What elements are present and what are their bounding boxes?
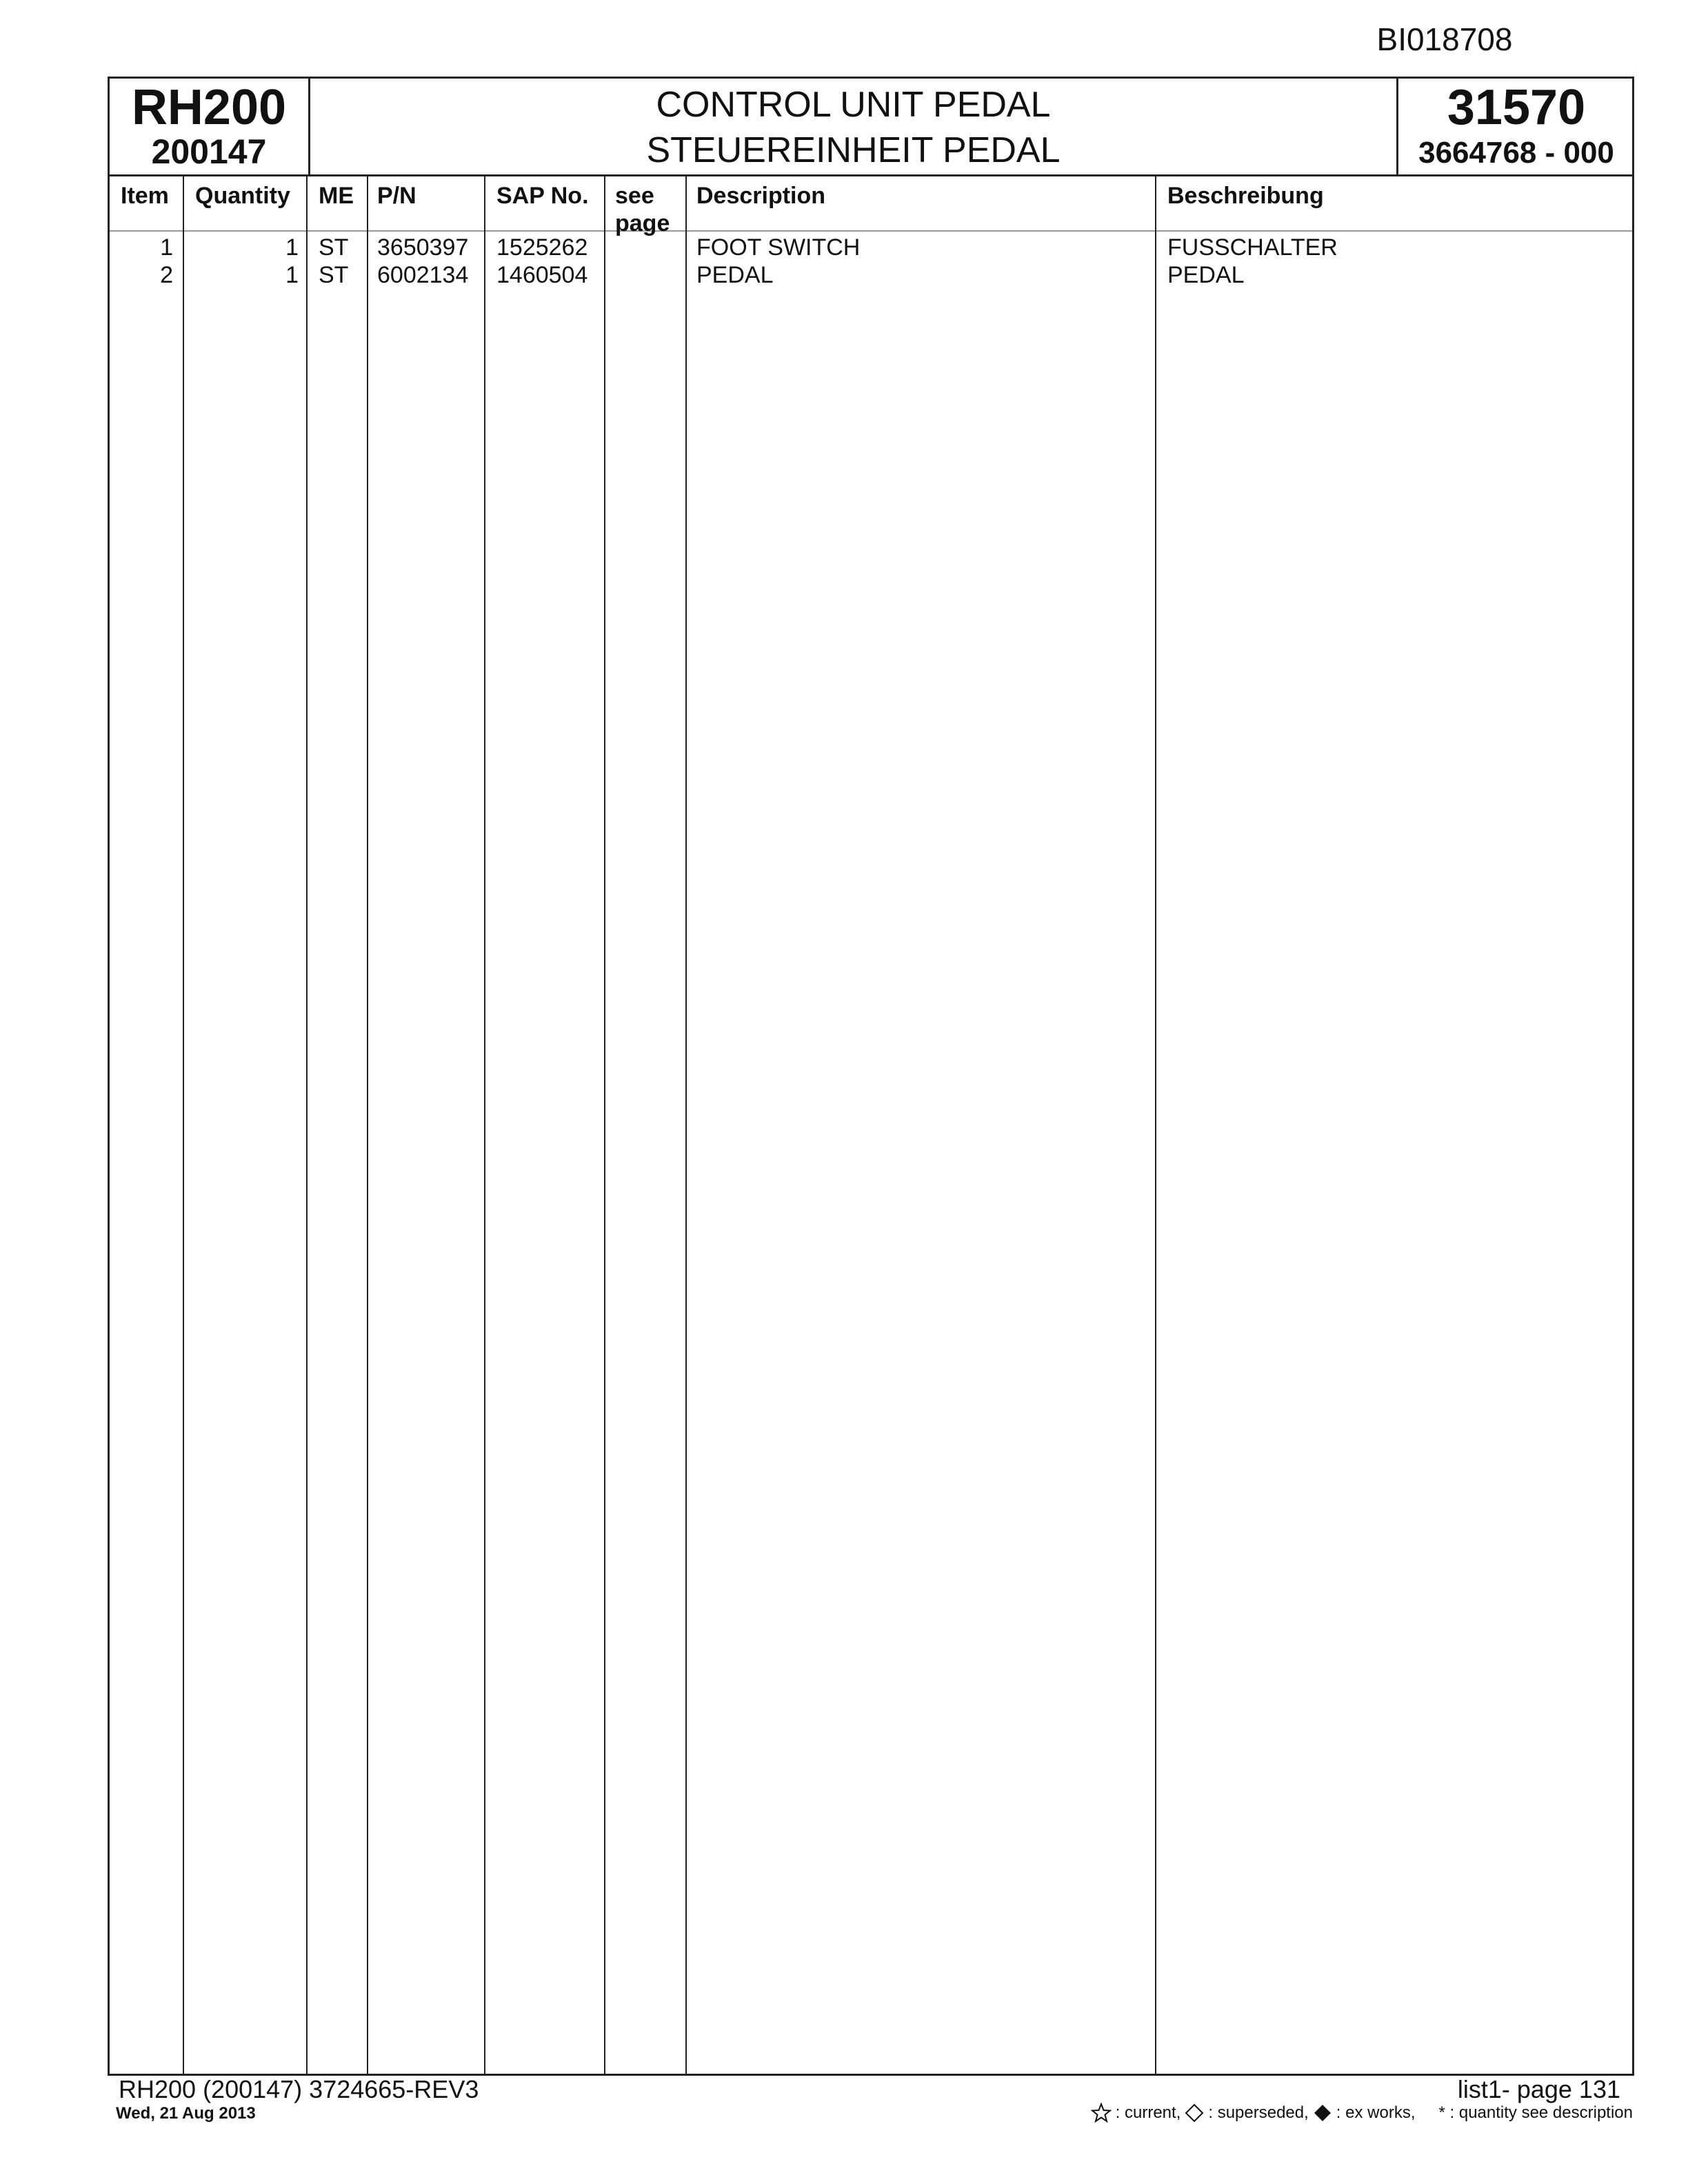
col-divider [183,176,184,2074]
group-box [1398,79,1634,176]
row-2-sap: 1460504 [496,262,588,288]
model-name: RH200 [131,80,287,135]
title-english: CONTROL UNIT PEDAL [656,85,1051,125]
diamond-filled-icon [1313,2103,1332,2123]
legend-superseded-label: : superseded, [1208,2103,1309,2122]
legend-exworks-label: : ex works, [1336,2103,1416,2122]
column-header-me: ME [319,183,354,209]
group-number: 31570 [1447,80,1586,135]
col-divider [484,176,485,2074]
document-id: BI018708 [1376,21,1513,57]
col-divider [685,176,687,2074]
title-box [310,79,1398,176]
row-1-item: 1 [160,234,173,261]
title-german: STEUEREINHEIT PEDAL [646,130,1061,170]
row-1-quantity: 1 [285,234,299,261]
row-2-beschreibung: PEDAL [1167,262,1245,288]
row-2-me: ST [319,262,349,288]
star-outline-icon [1091,2103,1112,2123]
column-header-quantity: Quantity [195,183,290,209]
col-divider [306,176,308,2074]
col-divider [1155,176,1156,2074]
row-1-pn: 3650397 [377,234,469,261]
model-box [110,79,310,176]
column-header-description: Description [696,183,826,209]
footer-page-number: list1- page 131 [1457,2075,1620,2103]
column-header-divider [110,230,1632,232]
footer-document-ref: RH200 (200147) 3724665-REV3 [119,2075,479,2103]
row-2-description: PEDAL [696,262,774,288]
row-2-quantity: 1 [285,262,299,288]
col-divider [367,176,368,2074]
row-1-me: ST [319,234,349,261]
column-header-pn: P/N [377,183,416,209]
row-2-pn: 6002134 [377,262,469,288]
diamond-outline-icon [1185,2103,1204,2123]
column-header-sap: SAP No. [496,183,589,209]
row-1-beschreibung: FUSSCHALTER [1167,234,1338,261]
column-header-see: see [615,183,654,209]
column-header-page: page [615,210,670,236]
serial-number: 200147 [151,132,267,171]
column-header-item: Item [121,183,169,209]
legend-quantity-label: * : quantity see description [1438,2103,1633,2122]
group-subnumber: 3664768 - 000 [1418,136,1614,170]
column-header-beschreibung: Beschreibung [1167,183,1324,209]
column-header-see-page [615,176,670,237]
footer-legend [1091,2103,1633,2123]
parts-list-sheet [108,77,1634,2076]
row-1-description: FOOT SWITCH [696,234,861,261]
col-divider [604,176,605,2074]
row-1-sap: 1525262 [496,234,588,261]
row-2-item: 2 [160,262,173,288]
footer-date: Wed, 21 Aug 2013 [116,2104,256,2123]
legend-current-label: : current, [1115,2103,1181,2122]
